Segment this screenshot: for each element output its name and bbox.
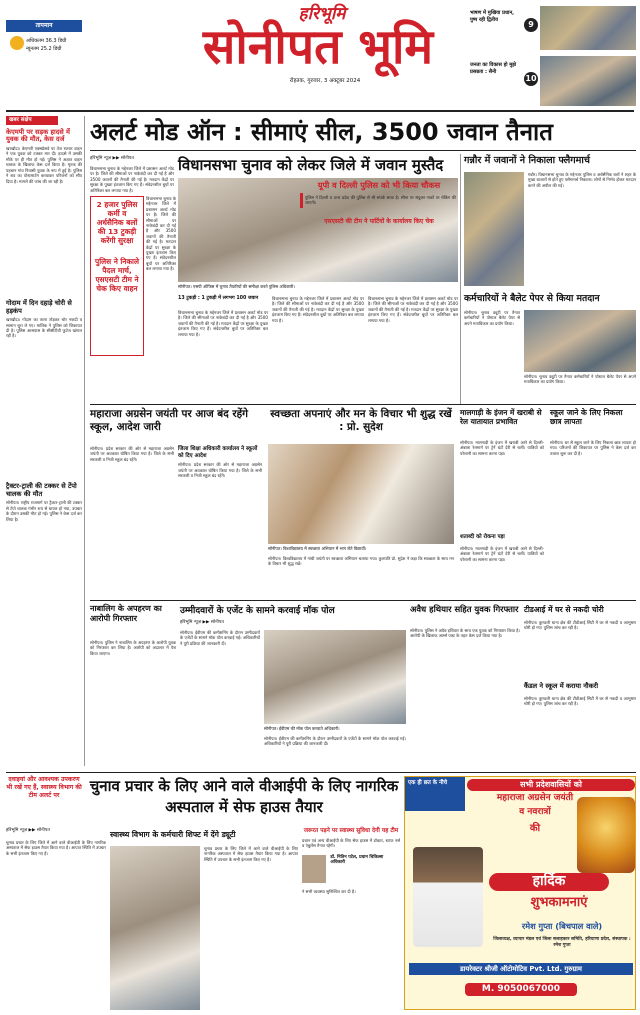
weapon-headline: अवैध हथियार सहित युवक गिरफ्तार bbox=[410, 604, 519, 614]
agrasen-side-body: सोनीपत। प्रदेश सरकार की ओर से महाराजा अग्रसेन जयंती पर अवकाश घोषित किया गया है। जिले के सभी सरकारी व निजी स्कूल बंद रहेंगे। bbox=[178, 462, 262, 478]
swachhta-caption: सोनीपत। विश्वविद्यालय में स्वच्छता अभियान में भाग लेते विद्यार्थी। bbox=[268, 546, 367, 551]
lead-pullquote bbox=[90, 196, 144, 356]
delhi-box-body: पुलिस ने दिल्ली व उत्तर प्रदेश की पुलिस से भी संपर्क साधा है। सीमा पर संयुक्त नाकों पर चेकिंग की जाएगी। bbox=[300, 193, 458, 208]
pullquote-text-2: पुलिस ने निकाले पैदल मार्च, एसएसटी टीम ने चेक किए वाहन bbox=[95, 257, 139, 293]
ballot-body: सोनीपत। चुनाव ड्यूटी पर तैनात कर्मचारियों ने पोस्टल बैलेट पेपर से अपने मताधिकार का प्रयोग किया। bbox=[464, 310, 520, 326]
teaser-1-photo bbox=[540, 6, 636, 50]
ganaur-body: गन्नौर। विधानसभा चुनाव के मद्देनजर पुलिस व अर्धसैनिक बलों ने शहर के मुख्य बाजारों से होते हुए फ्लैगमार्च निकाला। लोगों से निर्भय होकर मतदान करने की अपील की गई। bbox=[528, 172, 636, 188]
ad-role: जिलाध्यक्ष, व्यापार मंडल एवं जिला सलाहकार समिति, हरियाणा प्रदेश, संस्थापक : रमेश गुप्ता bbox=[493, 937, 631, 948]
hospital-tag: दवाइयां और आवश्यक उपकरण भी रखें गए हैं, स्वास्थ्य विभाग की टीम अलर्ट पर bbox=[6, 776, 82, 799]
agrasen-side bbox=[178, 446, 262, 596]
brief-1-body: खरखौदा। केएमपी एक्सप्रेसवे पर तेज रफ्तार वाहन ने एक युवक को टक्कर मार दी। हादसे में उसकी मौके पर ही मौत हो गई। पुलिस ने अज्ञात वाहन चालक के खिलाफ केस दर्ज किया है। मृतक की पहचान गांव निवासी युवक के रूप में हुई है। पुलिस ने शव का पोस्टमार्टम करवाकर परिजनों को सौंप दिया है। मामले की जांच की जा रही है। bbox=[6, 146, 82, 184]
mockpoll-headline: उम्मीदवारों के एजेंट के सामने करवाई मॉक पोल bbox=[180, 606, 335, 616]
student-headline: स्कूल जाने के लिए निकला छात्र लापता bbox=[550, 408, 623, 426]
teaser-2-num: 10 bbox=[524, 72, 538, 86]
delhi-box bbox=[300, 180, 458, 296]
ad-name: रमेश गुप्ता (बिचपाल वाले) bbox=[521, 921, 603, 931]
teaser-2[interactable] bbox=[470, 56, 636, 106]
lead-body-col2-text: विधानसभा चुनाव के मद्देनजर जिले में प्रशासन अलर्ट मोड पर है। जिले की सीमाओं पर नाकेबंदी कर दी गई है और 3500 जवानों की तैनाती की गई है। मतदान केंद्रों पर सुरक्षा के पुख्ता इंतजाम किए गए हैं। संवेदनशील बूथों पर अतिरिक्त बल लगाया गया है। bbox=[146, 196, 176, 272]
ad-top-line3: व नवरात्रों bbox=[519, 807, 551, 817]
ballot-photo bbox=[524, 310, 636, 372]
weather-max: अधिकतम 36.3 डिग्री bbox=[26, 38, 67, 44]
banner-rule bbox=[90, 150, 636, 151]
banner-headline: अलर्ट मोड ऑन : सीमाएं सील, 3500 जवान तैनात bbox=[90, 118, 553, 146]
weapon-body: सोनीपत। पुलिस ने अवैध हथियार के साथ एक युवक को गिरफ्तार किया है। आरोपी के खिलाफ आर्म्स एक्ट के तहत केस दर्ज किया गया है। bbox=[410, 628, 520, 639]
ad-greeting2: शुभकामनाएं bbox=[530, 895, 588, 910]
row4-rule bbox=[6, 772, 636, 773]
deity-image bbox=[577, 797, 635, 873]
train-body-2: सोनीपत। मालगाड़ी के इंजन में खराबी आने से दिल्ली-अंबाला रेलमार्ग पर ट्रेनें घंटों देरी से चलीं। यात्रियों को परेशानी का सामना करना पड़ा। bbox=[460, 546, 544, 562]
swachhta-headline: स्वच्छता अपनाएं और मन के विचार भी शुद्ध रखें : प्रो. सुदेश bbox=[270, 408, 452, 433]
sun-icon bbox=[10, 36, 24, 50]
lead-headline: विधानसभा चुनाव को लेकर जिले में जवान मुस्तैद bbox=[178, 156, 444, 174]
swachhta-photo bbox=[268, 444, 454, 544]
brief-2-headline: गोदाम में दिन दहाड़े चोरी से हड़कंप bbox=[6, 299, 72, 315]
page-title: सोनीपत भूमि bbox=[202, 19, 434, 75]
lead-photo-caption: सोनीपत। एसपी ऑफिस में चुनाव तैयारियों की समीक्षा करते पुलिस अधिकारी। bbox=[178, 284, 295, 289]
hospital-body: चुनाव प्रचार के लिए जिले में आने वाले वीआईपी के लिए नागरिक अस्पताल में सेफ हाउस तैयार किया गया है। आपात स्थिति में उपचार के सभी इंतजाम किए गए हैं। bbox=[6, 840, 106, 856]
td-headline-2: कैंडल ने स्कूल में कराया नौकरी bbox=[524, 682, 599, 690]
hospital-byline: हरिभूमि न्यूज़ ▶▶ सोनीपत bbox=[6, 828, 50, 833]
lead-body-col5: विधानसभा चुनाव के मद्देनजर जिले में प्रशासन अलर्ट मोड पर है। जिले की सीमाओं पर नाकेबंदी कर दी गई है और 3500 जवानों की तैनाती की गई है। मतदान केंद्रों पर सुरक्षा के पुख्ता इंतजाम किए गए हैं। संवेदनशील बूथों पर अतिरिक्त बल लगाया गया है। bbox=[368, 296, 458, 323]
hospital-sidebox-headline: जरूरत पड़ने पर स्वास्थ्य सुविधा देगी यह टीम bbox=[303, 828, 399, 834]
ballot-headline: कर्मचारियों ने बैलेट पेपर से किया मतदान bbox=[464, 293, 600, 304]
ganaur-photo bbox=[464, 172, 524, 286]
ad-top-line1: सभी प्रदेशवासियों को bbox=[467, 779, 635, 791]
teaser-2-text: जनता का विकास हो मुझे प्रसन्नता : सैनी bbox=[470, 62, 517, 75]
nabalig-headline: नाबालिग के अपहरण का आरोपी गिरफ्तार bbox=[90, 604, 162, 623]
nabalig-body: सोनीपत। पुलिस ने नाबालिग के अपहरण के आरोपी युवक को गिरफ्तार कर लिया है। आरोपी को अदालत में पेश किया जाएगा। bbox=[90, 640, 176, 656]
train-subhead: शताब्दी को रोकना पड़ा bbox=[460, 534, 505, 540]
mockpoll-caption: सोनीपत। ईवीएम की मॉक पोल करवाते अधिकारी। bbox=[264, 726, 340, 731]
train-headline: मालगाड़ी के इंजन में खराबी से रेल यातायात प्रभावित bbox=[460, 408, 542, 426]
brief-3-body: सोनीपत। राष्ट्रीय राजमार्ग पर ट्रैक्टर-ट्राली की टक्कर से टेंपो चालक गंभीर रूप से घायल हो गया, उपचार के दौरान उसकी मौत हो गई। पुलिस ने केस दर्ज कर लिया है। bbox=[6, 500, 82, 522]
td-headline: टीडआई में घर से नकदी चोरी bbox=[524, 605, 604, 614]
mockpoll-body: सोनीपत। ईवीएम की कमीशनिंग के दौरान उम्मीदवारों के एजेंटों के सामने मॉक पोल करवाई गई। अधिकारियों ने पूरी प्रक्रिया की जानकारी दी। bbox=[180, 630, 260, 646]
delhi-box-subhead: एसएसटी की टीम ने पार्टियों के कार्यालय किए चेक bbox=[324, 217, 434, 225]
row3-rule bbox=[90, 600, 636, 601]
person-photo bbox=[413, 847, 483, 947]
ballot-body-2: सोनीपत। चुनाव ड्यूटी पर तैनात कर्मचारियों ने पोस्टल बैलेट पेपर से अपने मताधिकार का प्रयोग किया। bbox=[524, 374, 636, 385]
train-body: सोनीपत। मालगाड़ी के इंजन में खराबी आने से दिल्ली-अंबाला रेलमार्ग पर ट्रेनें घंटों देरी से चलीं। यात्रियों को परेशानी का सामना करना पड़ा। bbox=[460, 440, 544, 456]
masthead-rule bbox=[6, 110, 634, 112]
teaser-1-text: भाषण में मुखिया प्रधान, पुष्प रही द्वितीय bbox=[470, 10, 514, 23]
ad-company: डायरेक्टर श्रीजी ऑटोमोटिव Pvt. Ltd. गुरुग्राम bbox=[409, 963, 633, 975]
doctor-photo bbox=[302, 855, 326, 883]
weather-box bbox=[6, 20, 82, 82]
ad-greeting1: हार्दिक bbox=[489, 873, 609, 891]
lead-byline: हरिभूमि न्यूज़ ▶▶ सोनीपत bbox=[90, 156, 134, 161]
ad-of: की bbox=[529, 823, 541, 834]
td-body: सोनीपत। कुण्डली थाना क्षेत्र की टीडीआई सिटी में घर से नकदी व आभूषण चोरी हो गए। पुलिस जांच कर रही है। bbox=[524, 620, 636, 631]
mockpoll-byline: हरिभूमि न्यूज़ ▶▶ सोनीपत bbox=[180, 620, 224, 625]
lead-body-col2 bbox=[146, 196, 176, 356]
td-body-2: सोनीपत। कुण्डली थाना क्षेत्र की टीडीआई सिटी में घर से नकदी व आभूषण चोरी हो गए। पुलिस जांच कर रही है। bbox=[524, 696, 636, 707]
quote-by: डॉ. नितिन पटेल, प्रधान चिकित्सा अधिकारी bbox=[330, 854, 384, 866]
weather-label: तापमान bbox=[6, 20, 82, 32]
hospital-subhead: स्वास्थ्य विभाग के कर्मचारी शिफ्ट में देंगे ड्यूटी bbox=[110, 830, 236, 839]
brief-1-headline: केएमपी पर सड़क हादसे में युवक की मौत, केस दर्ज bbox=[6, 127, 70, 144]
ad-top-line2: महाराजा अग्रसेन जयंती bbox=[496, 793, 574, 803]
greeting-ad[interactable] bbox=[404, 776, 636, 1010]
ganaur-headline: गन्नौर में जवानों ने निकाला फ्लैगमार्च bbox=[464, 155, 590, 166]
brief-2-body: खरखौदा। गोदाम का ताला तोड़कर चोर नकदी व सामान चुरा ले गए। मालिक ने पुलिस को शिकायत दी है। पुलिस आसपास के सीसीटीवी फुटेज खंगाल रही है। bbox=[6, 317, 82, 339]
agrasen-body: सोनीपत। प्रदेश सरकार की ओर से महाराजा अग्रसेन जयंती पर अवकाश घोषित किया गया है। जिले के सभी सरकारी व निजी स्कूल बंद रहेंगे। bbox=[90, 446, 174, 462]
mockpoll-photo bbox=[264, 630, 406, 724]
ad-top-left: एक ही छत के नीचे bbox=[405, 777, 465, 811]
teaser-1[interactable] bbox=[470, 6, 636, 50]
teaser-1-num: 9 bbox=[524, 18, 538, 32]
hospital-body-2: चुनाव प्रचार के लिए जिले में आने वाले वीआईपी के लिए नागरिक अस्पताल में सेफ हाउस तैयार किया गया है। आपात स्थिति में उपचार के सभी इंतजाम किए गए हैं। bbox=[204, 846, 298, 862]
hospital-sidebox-body: प्रधान एवं अन्य वीआईपी के लिए सेफ हाउस में डॉक्टर, स्टाफ नर्स व एंबुलेंस तैनात रहेगी। bbox=[302, 838, 400, 849]
ad-phone[interactable]: M. 9050067000 bbox=[465, 983, 577, 996]
col-divider-right bbox=[460, 154, 461, 404]
agrasen-headline: महाराजा अग्रसेन जयंती पर आज बंद रहेंगे स्कूल, आदेश जारी bbox=[90, 408, 248, 433]
brand-logo: हरिभूमि bbox=[298, 4, 346, 24]
hospital-sidebox bbox=[302, 828, 400, 1010]
sidebar-tag: खबर संक्षेप bbox=[6, 116, 58, 125]
sidebar bbox=[6, 116, 82, 816]
mid-rule bbox=[90, 404, 636, 405]
delhi-box-headline: यूपी व दिल्ली पुलिस को भी किया चौकस bbox=[317, 180, 441, 190]
sidebar-divider bbox=[84, 116, 85, 766]
swachhta-body: सोनीपत। विश्वविद्यालय में गांधी जयंती पर स्वच्छता अभियान चलाया गया। कुलपति प्रो. सुदेश ने कहा कि स्वच्छता के साथ मन के विचार भी शुद्ध रखें। bbox=[268, 556, 454, 567]
hospital-closing: ने सभी व्यवस्था सुनिश्चित कर दी है। bbox=[302, 888, 356, 894]
pullquote-text: 2 हजार पुलिस कर्मी व अर्धसैनिक बलों की 13 टुकड़ी करेंगी सुरक्षा bbox=[96, 200, 138, 245]
mockpoll-body-2: सोनीपत। ईवीएम की कमीशनिंग के दौरान उम्मीदवारों के एजेंटों के सामने मॉक पोल करवाई गई। अधिकारियों ने पूरी प्रक्रिया की जानकारी दी। bbox=[264, 736, 406, 747]
lead-body-col4: विधानसभा चुनाव के मद्देनजर जिले में प्रशासन अलर्ट मोड पर है। जिले की सीमाओं पर नाकेबंदी कर दी गई है और 3500 जवानों की तैनाती की गई है। मतदान केंद्रों पर सुरक्षा के पुख्ता इंतजाम किए गए हैं। संवेदनशील बूथों पर अतिरिक्त बल लगाया गया है। bbox=[272, 296, 364, 323]
brief-3-headline: ट्रैक्टर-ट्राली की टक्कर से टेंपो चालक की मौत bbox=[6, 482, 77, 498]
student-body: सोनीपत। घर से स्कूल जाने के लिए निकला छात्र लापता हो गया। परिजनों की शिकायत पर पुलिस ने केस दर्ज कर तलाश शुरू कर दी है। bbox=[550, 440, 636, 456]
lead-subhead: 13 टुकड़ी : 1 टुकड़ी में लगभग 100 जवान bbox=[178, 296, 259, 301]
lead-body-col1: विधानसभा चुनाव के मद्देनजर जिले में प्रशासन अलर्ट मोड पर है। जिले की सीमाओं पर नाकेबंदी कर दी गई है और 3500 जवानों की तैनाती की गई है। मतदान केंद्रों पर सुरक्षा के पुख्ता इंतजाम किए गए हैं। संवेदनशील बूथों पर अतिरिक्त बल लगाया गया है। bbox=[90, 166, 174, 193]
lead-body-col3: विधानसभा चुनाव के मद्देनजर जिले में प्रशासन अलर्ट मोड पर है। जिले की सीमाओं पर नाकेबंदी कर दी गई है और 3500 जवानों की तैनाती की गई है। मतदान केंद्रों पर सुरक्षा के पुख्ता इंतजाम किए गए हैं। संवेदनशील बूथों पर अतिरिक्त बल लगाया गया है। bbox=[178, 310, 268, 337]
hospital-headline: चुनाव प्रचार के लिए आने वाले वीआईपी के लिए नागरिक अस्पताल में सेफ हाउस तैयार bbox=[89, 777, 399, 816]
teaser-2-photo bbox=[540, 56, 636, 106]
hospital-photo bbox=[110, 846, 200, 1010]
dateline: रोहतक, गुरुवार, 3 अक्टूबर 2024 bbox=[289, 78, 361, 84]
weather-min: न्यूनतम 25.2 डिग्री bbox=[26, 46, 62, 52]
agrasen-side-headline: जिला शिक्षा अधिकारी कार्यालय ने स्कूलों को दिए आदेश bbox=[178, 446, 258, 459]
